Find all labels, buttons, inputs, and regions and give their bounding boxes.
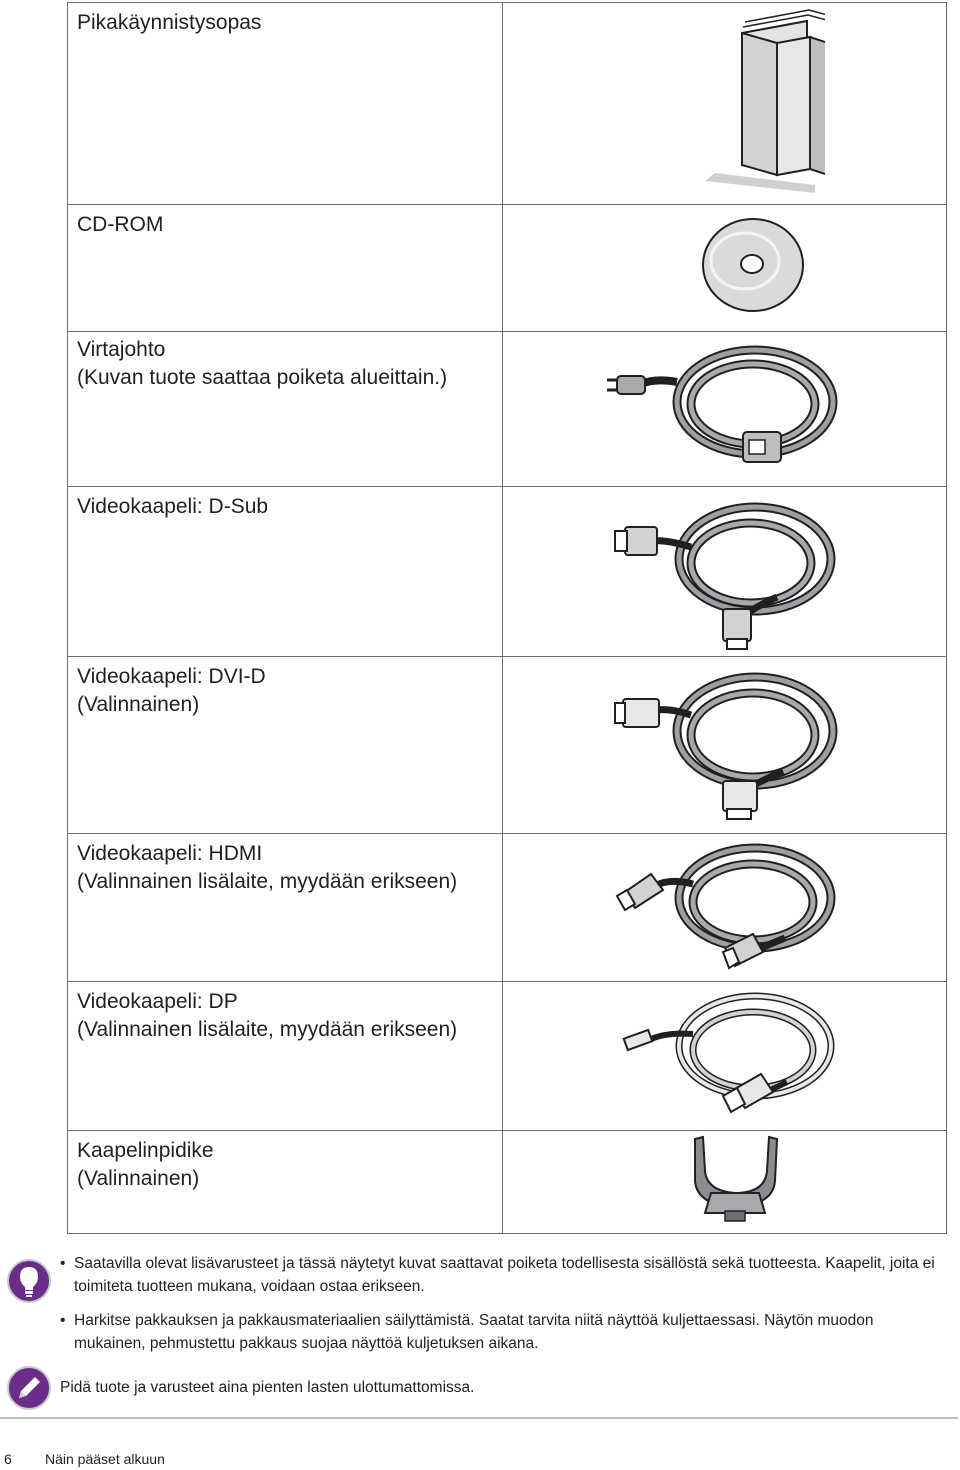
hdmi-cable-icon — [605, 834, 845, 979]
item-note: (Valinnainen) — [77, 1167, 200, 1190]
warning-text: Pidä tuote ja varusteet aina pienten lasten ulottumattomissa. — [60, 1379, 475, 1396]
dsub-cable-icon — [605, 487, 845, 652]
item-label: Kaapelinpidike — [77, 1139, 214, 1162]
item-label: Videokaapeli: DVI-D — [77, 665, 266, 688]
table-row — [68, 205, 947, 332]
item-label: Videokaapeli: D-Sub — [77, 495, 269, 518]
item-label: Videokaapeli: DP — [77, 990, 238, 1013]
item-note: (Valinnainen lisälaite, myydään erikseen) — [77, 1018, 458, 1041]
page-number: 6 — [4, 1451, 12, 1467]
footer-divider — [0, 1417, 958, 1419]
table-row — [68, 982, 947, 1131]
pencil-icon — [6, 1365, 52, 1411]
dvi-cable-icon — [605, 657, 845, 827]
item-label: Virtajohto — [77, 338, 166, 361]
table-row — [68, 834, 947, 982]
cable-holder-icon — [625, 1131, 825, 1231]
note-bullet: • Harkitse pakkauksen ja pakkausmateriaalien säilyttämistä. Saatat tarvita niitä näyttöä kuljettaessasi. Näytön muodon mukainen, pehmustettu pakkaus suojaa näyttöä kuljetuksen aikana. — [60, 1312, 874, 1352]
table-row — [68, 3, 947, 205]
cd-rom-icon — [625, 205, 825, 325]
power-cord-icon — [605, 332, 845, 482]
item-label: Pikakäynnistysopas — [77, 11, 262, 34]
note-bullet: • Saatavilla olevat lisävarusteet ja tässä näytetyt kuvat saattavat poiketa todellisesta sisällöstä sekä tuotteesta. Kaapelit, joita ei toimiteta tuotteen mukana, voidaan ostaa erikseen. — [60, 1255, 935, 1295]
item-label: Videokaapeli: HDMI — [77, 842, 263, 865]
dp-cable-icon — [605, 982, 845, 1127]
table-row — [68, 487, 947, 657]
quick-start-guide-icon — [625, 3, 825, 203]
item-note: (Valinnainen lisälaite, myydään erikseen) — [77, 870, 458, 893]
item-note: (Kuvan tuote saattaa poiketa alueittain.) — [77, 366, 448, 389]
table-row — [68, 657, 947, 834]
table-row — [68, 1131, 947, 1234]
item-note: (Valinnainen) — [77, 693, 200, 716]
table-row — [68, 332, 947, 487]
package-contents-table — [67, 2, 947, 1234]
footer-section-title: Näin pääset alkuun — [45, 1451, 165, 1467]
item-label: CD-ROM — [77, 213, 164, 236]
lightbulb-icon — [6, 1258, 52, 1304]
